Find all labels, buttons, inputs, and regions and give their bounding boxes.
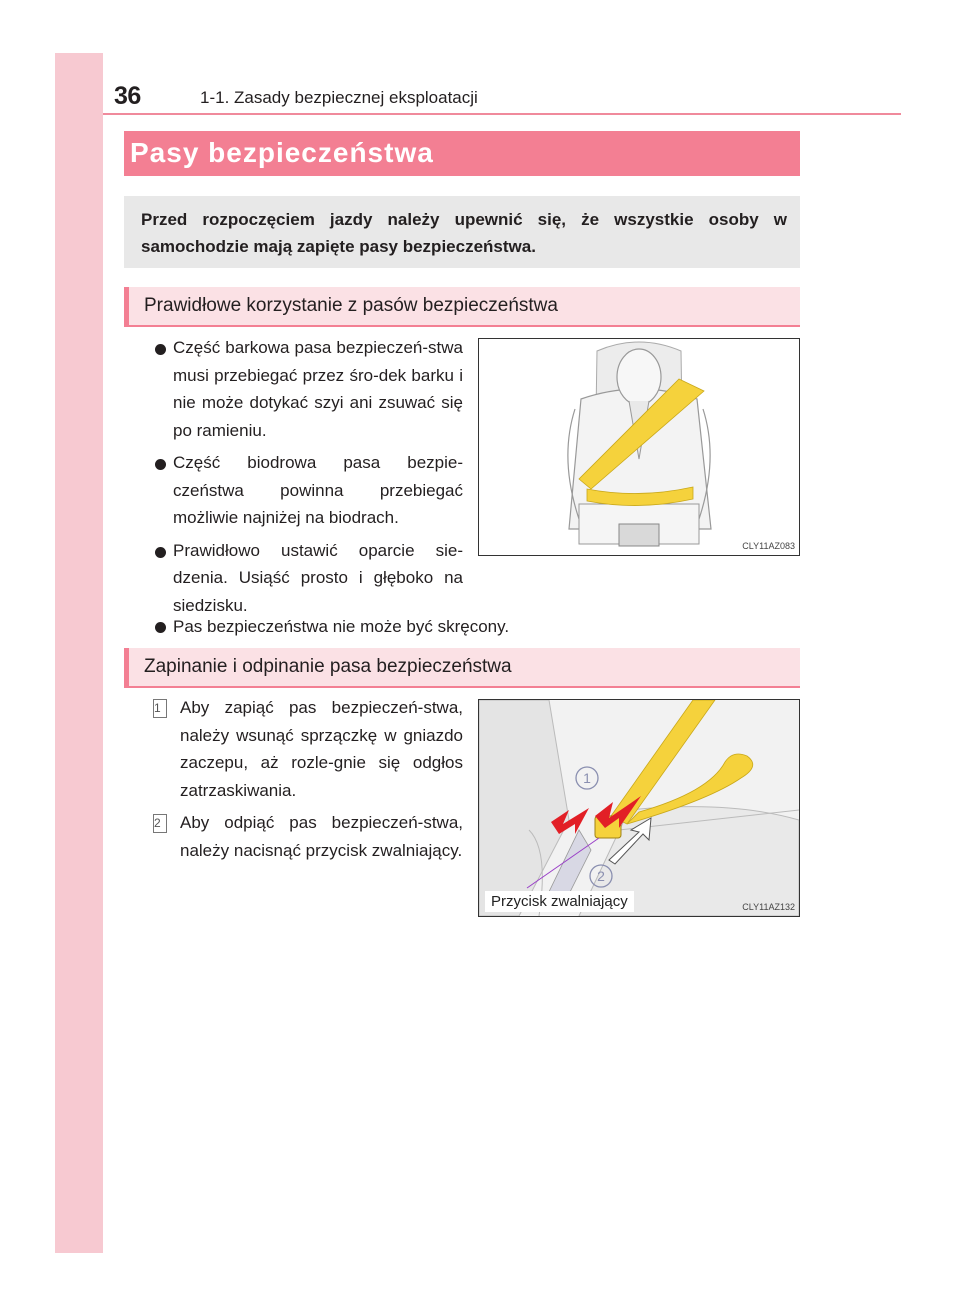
- running-head: 1-1. Zasady bezpiecznej eksploatacji: [200, 88, 478, 107]
- section-heading-bar: [124, 648, 800, 688]
- list-item-text: Część barkowa pasa bezpieczeń-stwa musi przebiegać przez śro-dek barku i nie może dotykać szyi ani zsuwać się po ramieniu.: [173, 338, 463, 440]
- page-number: 36: [114, 82, 141, 110]
- list-item: [153, 694, 463, 804]
- list-item-text: Prawidłowo ustawić oparcie sie-dzenia. Usiąść prosto i głęboko na siedzisku.: [173, 540, 463, 615]
- step-number: 2: [153, 814, 167, 833]
- intro-text: Przed rozpoczęciem jazdy należy upewnić się, że wszystkie osoby w samochodzie mają zapięte pasy bezpieczeństwa.: [141, 210, 787, 256]
- seatbelt-position-illustration: [479, 339, 799, 555]
- bullet-icon: [155, 344, 166, 355]
- list-item-text: Aby odpiąć pas bezpieczeń-stwa, należy nacisnąć przycisk zwalniający.: [180, 813, 463, 860]
- step-number: 1: [153, 699, 167, 718]
- bullet-icon: [155, 547, 166, 558]
- buckle-figure: [478, 699, 800, 917]
- list-item-text: Pas bezpieczeństwa nie może być skręcony.: [173, 617, 510, 636]
- figure-code: CLY11AZ132: [742, 902, 795, 912]
- bullet-list: [155, 334, 463, 624]
- figure-code: CLY11AZ083: [742, 541, 795, 551]
- bullet-icon: [155, 459, 166, 470]
- section-heading: Prawidłowe korzystanie z pasów bezpieczeństwa: [144, 295, 558, 316]
- list-item: [155, 537, 463, 620]
- section-heading: Zapinanie i odpinanie pasa bezpieczeństwa: [144, 656, 512, 677]
- callout-1: 1: [583, 770, 591, 786]
- list-item: [155, 613, 509, 640]
- release-button-label: Przycisk zwalniający: [485, 891, 634, 912]
- buckle-illustration: [479, 700, 799, 916]
- page-title: Pasy bezpieczeństwa: [130, 137, 434, 168]
- list-item: [153, 809, 463, 864]
- step-list: [153, 694, 463, 869]
- seated-person-figure: [478, 338, 800, 556]
- callout-2: 2: [597, 868, 605, 884]
- list-item-text: Część biodrowa pasa bezpie-czeństwa powinna przebiegać możliwie najniżej na biodrach.: [173, 453, 463, 527]
- list-item: [155, 449, 463, 532]
- bullet-icon: [155, 622, 166, 633]
- list-item-text: Aby zapiąć pas bezpieczeń-stwa, należy wsunąć sprzączkę w gniazdo zaczepu, aż rozle-gnie się odgłos zatrzaskiwania.: [180, 698, 463, 800]
- list-item: [155, 334, 463, 444]
- header-rule: [103, 113, 901, 115]
- section-heading-bar: [124, 287, 800, 327]
- side-band: [55, 53, 103, 1253]
